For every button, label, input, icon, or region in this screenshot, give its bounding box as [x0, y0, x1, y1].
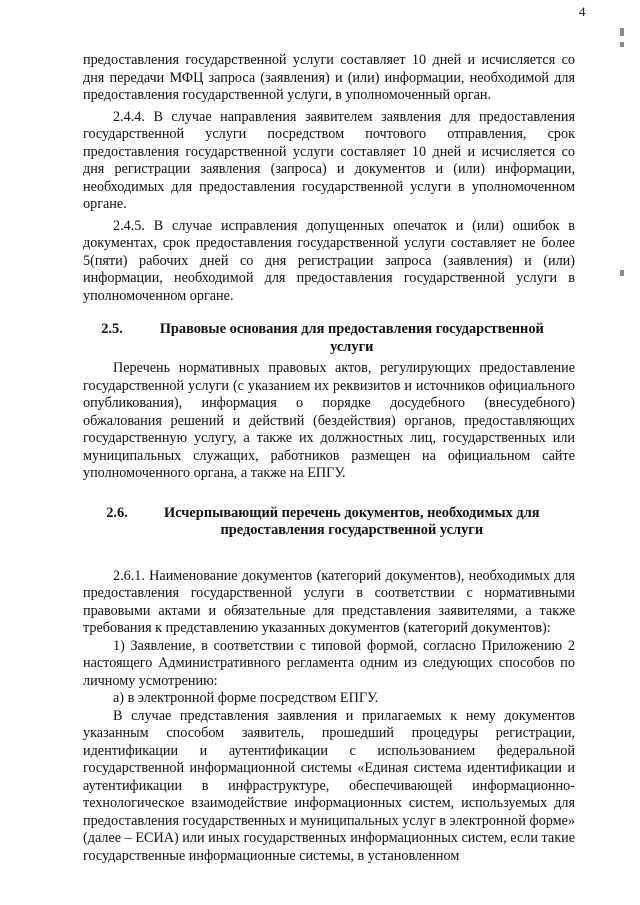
document-body — [83, 52, 575, 865]
paragraph-continuation: предоставления государственной услуги составляет 10 дней и исчисляется со дня передачи МФЦ запроса (заявления) и (или) информации, необходимой для предоставления государственной услуги, в уполномоченный орган. — [83, 52, 575, 103]
section-number: 2.5. — [101, 321, 123, 337]
page-number: 4 — [579, 4, 586, 19]
section-title: Правовые основания для предоставления государственной услуги — [159, 321, 544, 355]
section-title: Исчерпывающий перечень документов, необходимых для предоставления государственной услуги — [164, 504, 540, 538]
paragraph-2-4-5: 2.4.5. В случае исправления допущенных опечаток и (или) ошибок в документах, срок предоставления государственной услуги составляет не более 5(пяти) рабочих дней со дня регистрации запроса (заявления) и (или) информации, необходимой для предоставления государственной услуги в уполномоченном органе. — [83, 217, 575, 304]
section-heading-2-6 — [83, 505, 575, 540]
paragraph-esia: В случае представления заявления и прилагаемых к нему документов указанным способом заявитель, прошедший процедуры регистрации, идентификации и аутентификации с использованием федеральной государственной информационной системы «Единая система идентификации и аутентификации в инфраструктуре, обеспечивающей информационно-технологическое взаимодействие информационных систем, используемых для предоставления государственных и муниципальных услуг в электронной форме» (далее – ЕСИА) или иных государственных информационных систем, если такие государственные информационные системы, в установленном — [83, 707, 575, 864]
paragraph-2-6-1: 2.6.1. Наименование документов (категорий документов), необходимых для предоставления государственной услуги в соответствии с нормативными правовыми актами и обязательные для представления заявителями, а также требования к представлению указанных документов (категорий документов): — [83, 567, 575, 636]
paragraph-2-5-body: Перечень нормативных правовых актов, регулирующих предоставление государственной услуги (с указанием их реквизитов и источников официального опубликования), информация о порядке досудебного (внесудебного) обжалования решений и действий (бездействия) органов, предоставляющих государственную услугу, а также их должностных лиц, государственных или муниципальных служащих, работников размещен на официальном сайте уполномоченного органа, а также на ЕПГУ. — [83, 360, 575, 481]
scan-artifact — [620, 42, 624, 47]
paragraph-item-a: а) в электронной форме посредством ЕПГУ. — [113, 690, 379, 706]
section-heading-2-5 — [83, 321, 575, 356]
paragraph-item-1: 1) Заявление, в соответствии с типовой формой, согласно Приложению 2 настоящего Административного регламента одним из следующих способов по личному усмотрению: — [83, 637, 575, 689]
paragraph-2-4-4: 2.4.4. В случае направления заявителем заявления для предоставления государственной услуги посредством почтового отправления, срок предоставления государственной услуги составляет 10 дней и исчисляется со дня регистрации заявления (запроса) и документов и (или) информации, необходимых для предоставления государственной услуги в уполномоченном органе. — [83, 108, 575, 212]
section-number: 2.6. — [106, 504, 128, 521]
scan-artifact — [620, 28, 624, 36]
scan-artifact — [620, 270, 624, 276]
